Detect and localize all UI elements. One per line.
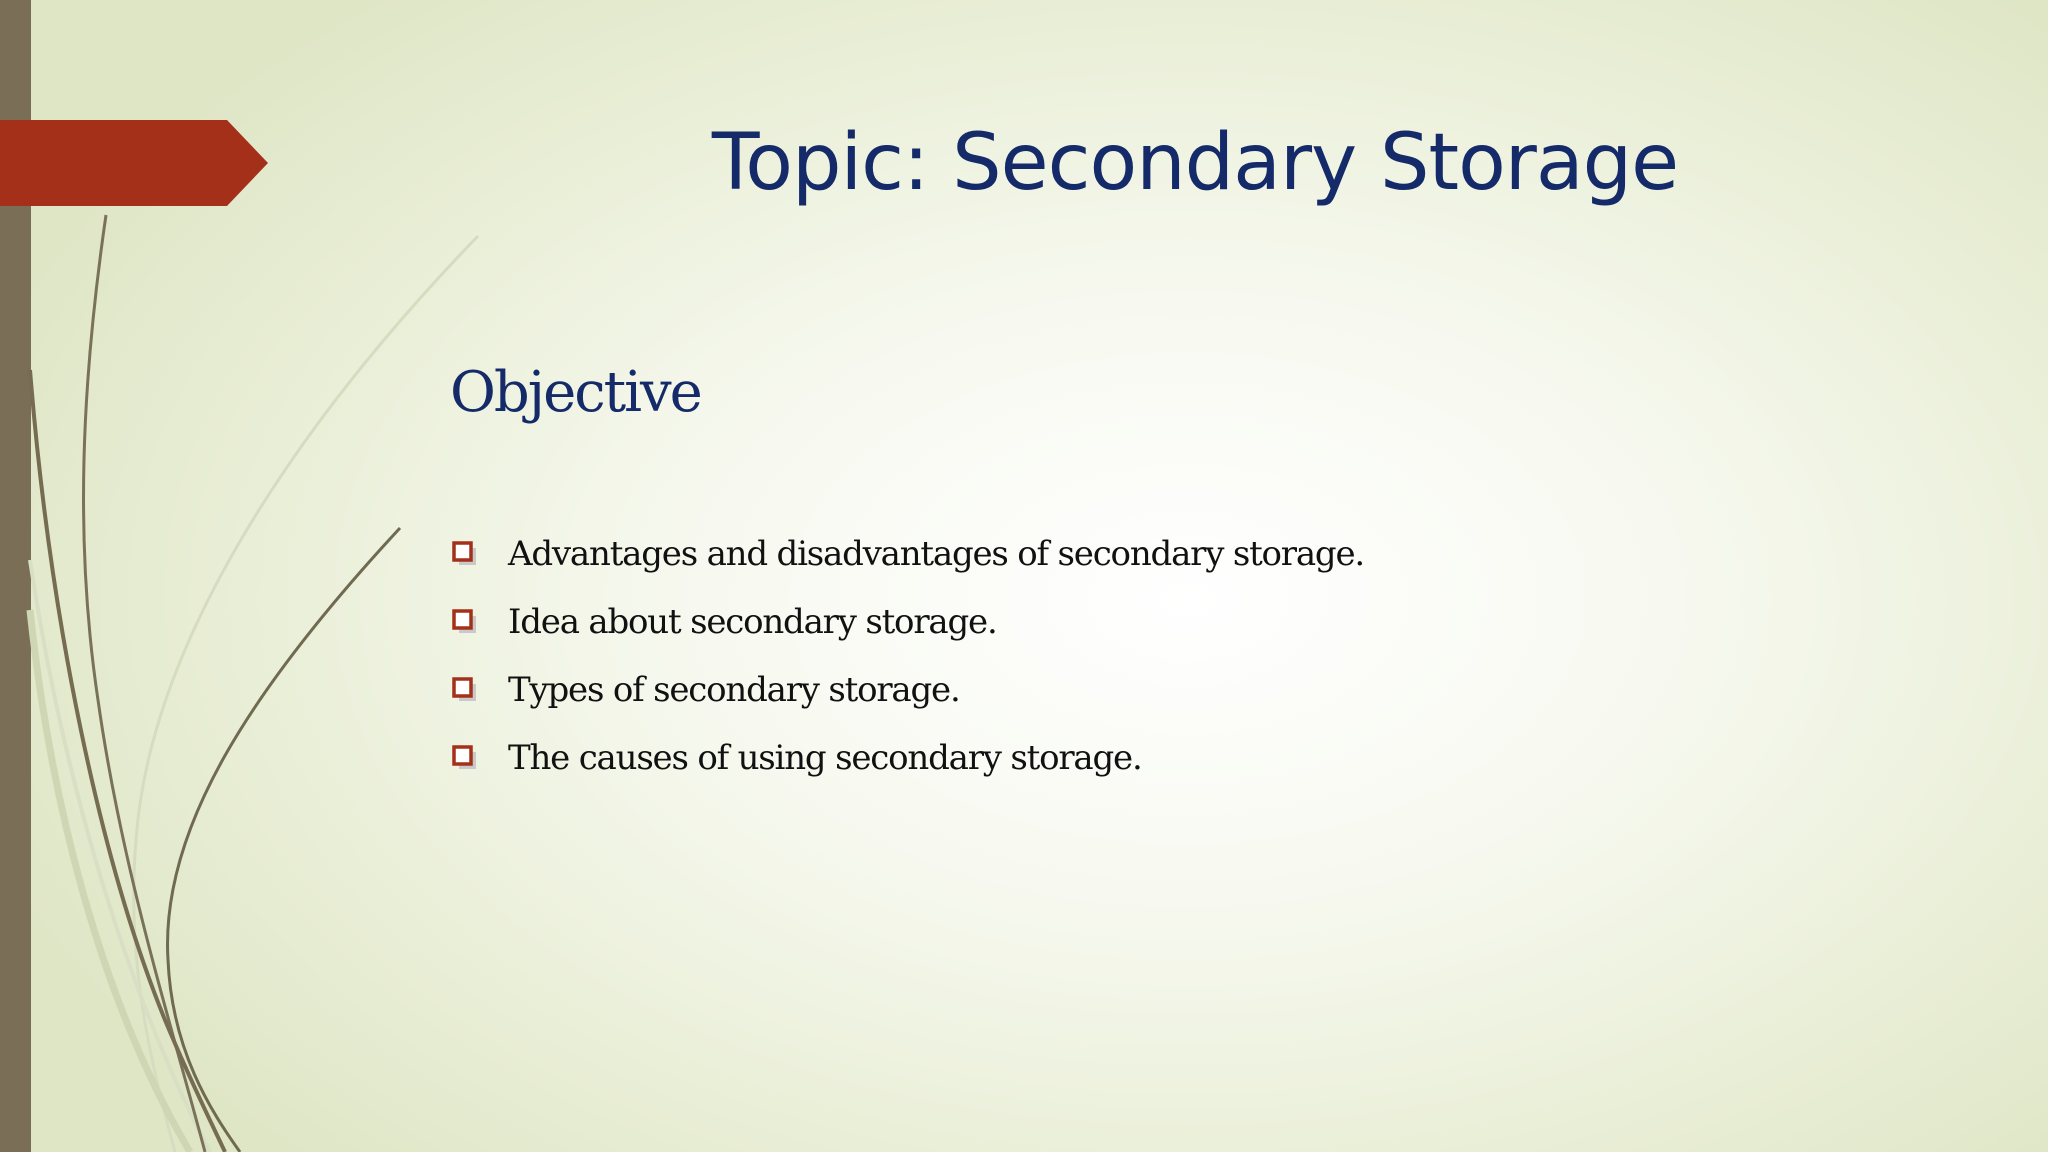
checkbox-icon [452,541,478,567]
objective-heading: Objective [450,360,701,425]
checkbox-icon [452,609,478,635]
list-item [452,724,1364,792]
checkbox-icon [452,677,478,703]
list-item [452,656,1364,724]
objective-text: Advantages and disadvantages of secondary storage. [508,534,1365,574]
checkbox-icon [452,745,478,771]
list-item [452,588,1364,656]
objective-list [452,520,1364,792]
title-arrow-tab [0,120,270,206]
slide-title: Topic: Secondary Storage [711,118,1679,208]
objective-text: The causes of using secondary storage. [508,738,1142,778]
objective-text: Idea about secondary storage. [508,602,997,642]
list-item [452,520,1364,588]
objective-text: Types of secondary storage. [508,670,960,710]
